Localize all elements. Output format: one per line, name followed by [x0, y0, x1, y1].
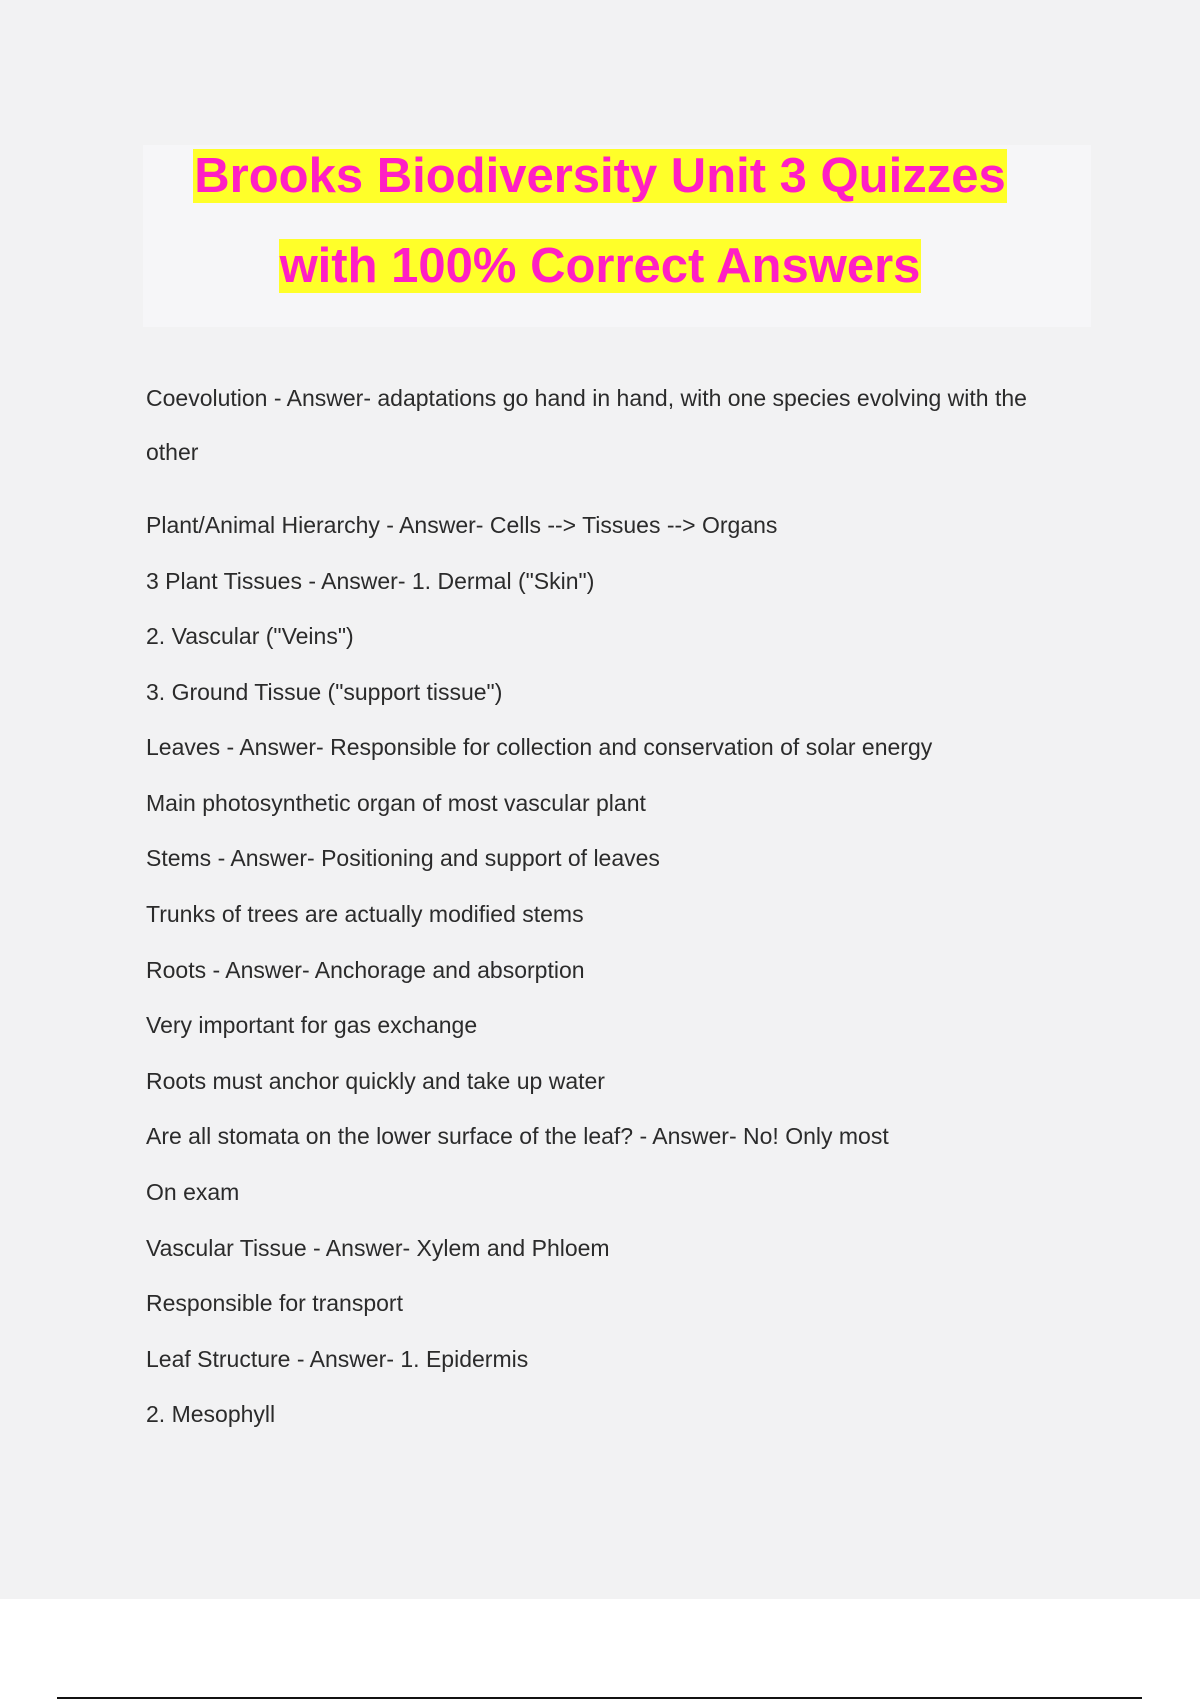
qa-line: Coevolution - Answer- adaptations go hand in hand, with one species evolving with the	[146, 385, 1027, 411]
qa-line: Very important for gas exchange	[146, 1012, 478, 1038]
qa-line: Roots must anchor quickly and take up water	[146, 1068, 605, 1094]
qa-line: Plant/Animal Hierarchy - Answer- Cells --> Tissues --> Organs	[146, 512, 778, 538]
qa-line: Leaf Structure - Answer- 1. Epidermis	[146, 1346, 529, 1372]
page-bottom-rule	[57, 1697, 1142, 1699]
qa-line: Are all stomata on the lower surface of the leaf? - Answer- No! Only most	[146, 1123, 889, 1149]
document-title-line-1	[0, 146, 1200, 206]
qa-line: Leaves - Answer- Responsible for collection and conservation of solar energy	[146, 734, 933, 760]
qa-line: Vascular Tissue - Answer- Xylem and Phloem	[146, 1235, 610, 1261]
title-highlight-1: Brooks Biodiversity Unit 3 Quizzes	[194, 149, 1006, 203]
qa-line: other	[146, 439, 199, 465]
title-highlight-2: with 100% Correct Answers	[279, 239, 921, 293]
qa-line: Main photosynthetic organ of most vascular plant	[146, 790, 646, 816]
qa-line: Stems - Answer- Positioning and support of leaves	[146, 845, 660, 871]
qa-line: 3 Plant Tissues - Answer- 1. Dermal ("Skin")	[146, 568, 595, 594]
qa-line: Trunks of trees are actually modified stems	[146, 901, 584, 927]
qa-line: Roots - Answer- Anchorage and absorption	[146, 957, 585, 983]
document-title-line-2	[0, 236, 1200, 296]
qa-line: 2. Mesophyll	[146, 1401, 276, 1427]
qa-line: 2. Vascular ("Veins")	[146, 623, 354, 649]
qa-line: Responsible for transport	[146, 1290, 403, 1316]
qa-line: 3. Ground Tissue ("support tissue")	[146, 679, 503, 705]
qa-line: On exam	[146, 1179, 240, 1205]
